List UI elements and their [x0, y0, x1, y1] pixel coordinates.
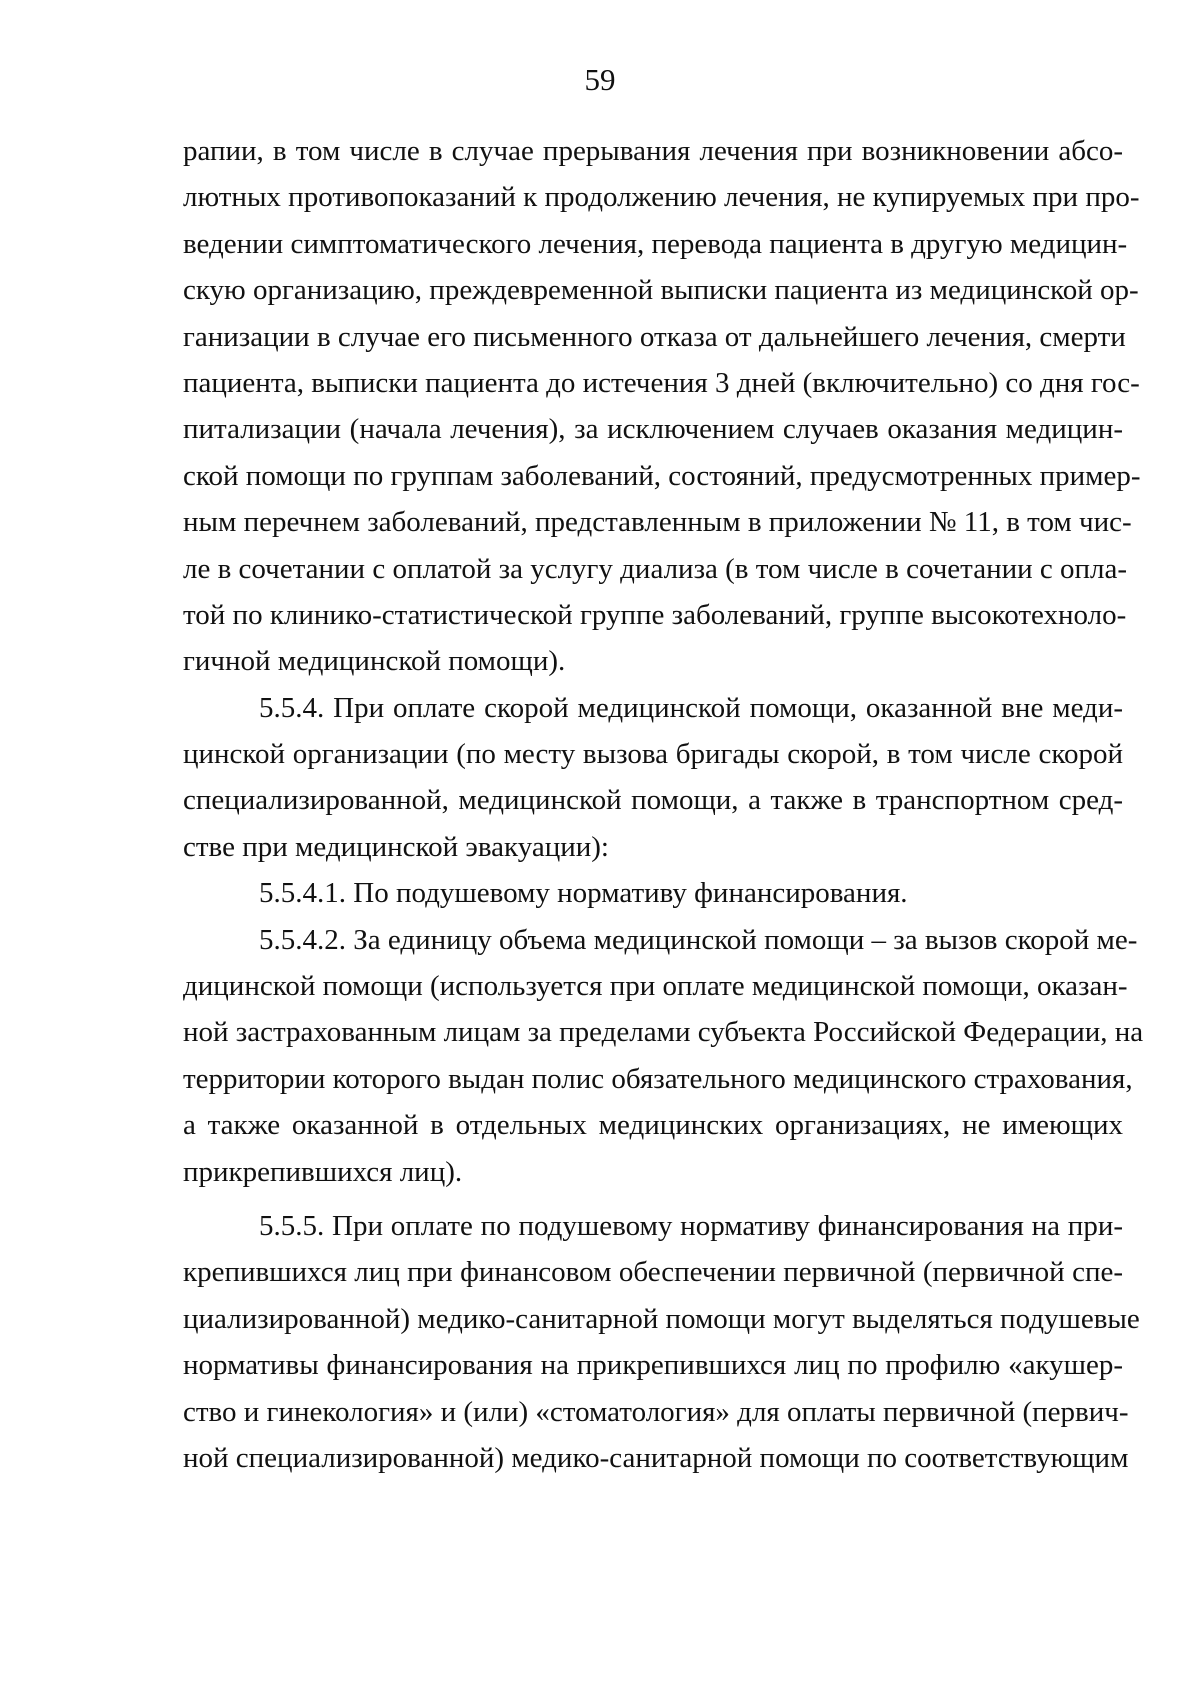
text-line: дицинской помощи (используется при оплате медицинской помощи, оказан-	[183, 970, 1128, 1003]
text-line: ской помощи по группам заболеваний, состояний, предусмотренных пример-	[183, 459, 1141, 492]
text-line: ведении симптоматического лечения, перевода пациента в другую медицин-	[183, 227, 1128, 260]
text-line: специализированной, медицинской помощи, а также в транспортном сред-	[183, 784, 1123, 817]
text-line: ным перечнем заболеваний, представленным в приложении № 11, в том чис-	[183, 506, 1132, 539]
text-line: той по клинико-статистической группе заболеваний, группе высокотехноло-	[183, 598, 1127, 631]
text-line: лютных противопоказаний к продолжению лечения, не купируемых при про-	[183, 181, 1140, 214]
paragraph-start-line: 5.5.5. При оплате по подушевому нормативу финансирования на при-	[259, 1209, 1123, 1242]
text-line: скую организацию, преждевременной выписки пациента из медицинской ор-	[183, 274, 1139, 307]
text-line: крепившихся лиц при финансовом обеспечении первичной (первичной спе-	[183, 1256, 1123, 1289]
text-line: питализации (начала лечения), за исключением случаев оказания медицин-	[183, 413, 1123, 446]
text-line: ство и гинекология» и (или) «стоматология» для оплаты первичной (первич-	[183, 1395, 1129, 1428]
text-line: ной застрахованным лицам за пределами субъекта Российской Федерации, на	[183, 1016, 1144, 1049]
body-text	[183, 128, 1144, 1481]
text-line: пациента, выписки пациента до истечения 3 дней (включительно) со дня гос-	[183, 366, 1140, 399]
text-line: а также оказанной в отдельных медицинских организациях, не имеющих	[183, 1109, 1123, 1142]
page-number: 59	[584, 62, 616, 97]
text-line: циализированной) медико-санитарной помощи могут выделяться подушевые	[183, 1302, 1140, 1335]
paragraph-start-line: 5.5.4.2. За единицу объема медицинской помощи – за вызов скорой ме-	[259, 923, 1138, 956]
paragraph-start-line: 5.5.4.1. По подушевому нормативу финансирования.	[259, 877, 908, 910]
paragraph-start-line: 5.5.4. При оплате скорой медицинской помощи, оказанной вне меди-	[259, 691, 1123, 724]
text-line: гичной медицинской помощи).	[183, 645, 566, 678]
text-line: ганизации в случае его письменного отказа от дальнейшего лечения, смерти	[183, 320, 1126, 353]
text-line: стве при медицинской эвакуации):	[183, 830, 609, 863]
text-line: ной специализированной) медико-санитарной помощи по соответствующим	[183, 1441, 1129, 1474]
text-line: ле в сочетании с оплатой за услугу диализа (в том числе в сочетании с опла-	[183, 552, 1128, 585]
text-line: цинской организации (по месту вызова бригады скорой, в том числе скорой	[183, 738, 1123, 771]
text-line: нормативы финансирования на прикрепившихся лиц по профилю «акушер-	[183, 1349, 1123, 1382]
text-line: прикрепившихся лиц).	[183, 1155, 463, 1188]
text-line: рапии, в том числе в случае прерывания лечения при возникновении абсо-	[183, 135, 1123, 167]
text-line: территории которого выдан полис обязательного медицинского страхования,	[183, 1062, 1133, 1095]
